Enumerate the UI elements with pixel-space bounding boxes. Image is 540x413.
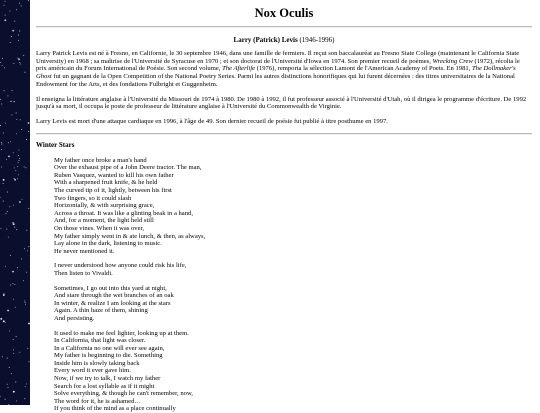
star: [19, 160, 20, 161]
star: [23, 280, 24, 281]
star: [9, 330, 10, 331]
star: [14, 227, 15, 228]
star: [13, 63, 14, 64]
star: [22, 199, 23, 200]
poem-line: Again. A thin haze of them, shining: [54, 307, 532, 315]
poem-line: Over the exhaust pipe of a John Deere tractor. The man,: [54, 164, 532, 172]
page-content: [36, 0, 532, 405]
star: [16, 113, 17, 114]
star: [17, 267, 18, 268]
star: [24, 72, 25, 73]
star: [28, 208, 29, 209]
star: [10, 42, 11, 43]
star: [21, 129, 22, 130]
star: [7, 358, 8, 359]
starry-sidebar-background: [0, 0, 30, 405]
bio-text: (1976), remporta la sélection Lamont de l'American Academy of Poets. En 1981,: [255, 65, 472, 72]
poem-line: In California, that light was closer.: [54, 337, 532, 345]
bio-paragraph-2: Il enseigna la littérature anglaise à l'Université du Missouri de 1974 à 1980. De 1980 à 1992, il fut professeur associé à l'Université d'Utah, où il dirigea le programme d'écriture. De 1992 jusqu'à sa mort, il occupa le poste de professeur de littérature anglaise à l'Université du Commonwealth de Virginie.: [36, 96, 532, 111]
star: [19, 352, 20, 353]
poem-line: If you think of the mind as a place continually: [54, 405, 532, 413]
star: [26, 167, 27, 168]
star: [1, 104, 2, 105]
star: [9, 206, 10, 207]
star: [16, 119, 17, 120]
star: [21, 5, 22, 6]
star: [18, 40, 19, 41]
star: [19, 3, 20, 4]
star: [2, 356, 3, 357]
star: [27, 250, 28, 251]
poem-line: Ruben Vasquez, wanted to kill his own father: [54, 172, 532, 180]
star: [8, 237, 9, 238]
poem-line: On those vines. When it was over,: [54, 225, 532, 233]
star: [13, 353, 14, 354]
star: [16, 229, 17, 230]
poem-line: My father once broke a man's hand: [54, 157, 532, 165]
poem-line: And, for a moment, the light held still: [54, 217, 532, 225]
star: [27, 348, 28, 349]
poem-body: [36, 157, 532, 413]
poem-line: In a California no one will ever see again,: [54, 345, 532, 353]
star: [3, 179, 5, 181]
star: [5, 1, 6, 2]
star: [14, 284, 15, 285]
star: [26, 139, 27, 140]
bio-text: fut un gagnant de la Open Competition of the National Poetry Series. Parmi les autres distinctions honorifiques qui lui furent décernées : des titres universitaires de la National Endowment for the Arts, et des fondations Fulbright et Guggenheim.: [36, 73, 515, 88]
stanza: [54, 330, 532, 413]
poem-line: The word for it, he is ashamed…: [54, 398, 532, 406]
star: [20, 119, 21, 120]
star: [12, 271, 14, 273]
star: [10, 141, 11, 142]
star: [17, 166, 18, 167]
star: [24, 398, 25, 399]
site-title: Nox Oculis: [36, 0, 532, 24]
poem-line: Every word it ever gave him.: [54, 367, 532, 375]
bio-paragraph-3: Larry Levis est mort d'une attaque cardiaque en 1996, à l'âge de 49. Son dernier recueil de poésie fut publié à titre posthume en 1997.: [36, 118, 532, 126]
star: [17, 178, 18, 179]
star: [0, 228, 1, 229]
star: [3, 201, 4, 202]
star: [10, 101, 11, 102]
poem-line: Then listen to Vivaldi.: [54, 270, 532, 278]
star: [13, 223, 15, 225]
star: [18, 58, 20, 60]
poem-line: My father is beginning to die. Something: [54, 352, 532, 360]
star: [24, 248, 25, 249]
poem-line: Search for a lost syllable as if it might: [54, 383, 532, 391]
star: [12, 30, 14, 32]
star: [0, 99, 1, 100]
star: [26, 383, 27, 384]
star: [14, 178, 15, 179]
poet-heading: [36, 36, 532, 44]
star: [15, 307, 16, 308]
star: [14, 21, 15, 22]
star: [18, 150, 19, 151]
star: [1, 142, 2, 143]
star: [1, 149, 2, 150]
star: [28, 246, 29, 247]
star: [28, 0, 29, 1]
star: [5, 15, 6, 16]
star: [16, 133, 17, 134]
star: [19, 31, 20, 32]
poem-line: Solve everything, & though he can't remember, now,: [54, 390, 532, 398]
star: [6, 213, 7, 214]
poem-line: With a sharpened fruit knife, & he held: [54, 179, 532, 187]
star: [0, 62, 1, 63]
star: [3, 183, 4, 184]
star: [15, 382, 16, 383]
stanza: [54, 262, 532, 277]
star: [6, 229, 7, 230]
star: [12, 283, 13, 284]
bio-text: (1972), récolta le prix américain du Forum International de Poésie. Son second volume,: [36, 58, 520, 73]
star: [4, 67, 5, 68]
star: [11, 114, 12, 115]
star: [2, 65, 3, 66]
star: [26, 230, 27, 231]
star: [28, 122, 30, 124]
star: [13, 101, 14, 102]
star: [9, 11, 10, 12]
star: [0, 318, 2, 320]
poem-line: He never mentioned it.: [54, 248, 532, 256]
star: [18, 35, 19, 36]
star: [29, 361, 30, 362]
star: [16, 9, 17, 10]
poem-line: Now, if we try to talk, I watch my father: [54, 375, 532, 383]
star: [19, 158, 20, 159]
star: [23, 55, 24, 56]
star: [6, 159, 7, 160]
star: [13, 152, 14, 153]
poem-line: Two fingers, so it could slash: [54, 195, 532, 203]
star: [25, 386, 26, 387]
star: [14, 167, 15, 168]
poem-line: Sometimes, I go out into this yard at night,: [54, 285, 532, 293]
poem-line: Inside him is slowly taking back: [54, 360, 532, 368]
star: [9, 367, 10, 368]
poem-line: Lay alone in the dark, listening to music.: [54, 240, 532, 248]
star: [20, 64, 21, 65]
star: [4, 19, 6, 21]
star: [21, 258, 22, 259]
star: [5, 399, 6, 400]
star: [11, 36, 12, 37]
star: [13, 391, 15, 393]
star: [25, 304, 26, 305]
stanza: [54, 157, 532, 256]
star: [7, 192, 8, 193]
star: [13, 299, 14, 300]
poem-line: Across a throat. It was like a glinting beak in a hand,: [54, 210, 532, 218]
star: [8, 387, 9, 388]
star: [18, 155, 19, 156]
book-title: The Afterlife: [222, 65, 255, 72]
star: [5, 266, 6, 267]
poem-line: My father simply went in & ate lunch, & then, as always,: [54, 233, 532, 241]
star: [24, 166, 25, 167]
star: [24, 301, 25, 302]
star: [1, 167, 2, 168]
book-title: The Dollmaker's Ghost: [36, 65, 516, 80]
star: [3, 294, 5, 296]
poem-line: And persisting.: [54, 315, 532, 323]
star: [5, 322, 6, 323]
star: [3, 320, 5, 322]
star: [3, 132, 4, 133]
stars-pattern: [0, 0, 30, 405]
star: [19, 62, 20, 63]
star: [1, 144, 2, 145]
bio-text: Larry Patrick Levis est né à Fresno, en Californie, le 30 septembre 1946, dans une famille de fermiers. Il reçut son baccalauréat au Fresno State College (maintenant le California State University) en 1968 ; sa maîtrise de l'Université de Syracuse en 1970 ; et son doctorat de l'Université d'Iowa en 1974. Son premier recueil de poèmes,: [36, 50, 519, 65]
title-divider: [36, 26, 532, 28]
star: [2, 58, 3, 59]
poem-line: It used to make me feel lighter, looking up at them.: [54, 330, 532, 338]
star: [18, 174, 19, 175]
bio-paragraph-1: [36, 50, 532, 89]
star: [4, 293, 5, 294]
star: [17, 58, 18, 59]
poet-dates: (1946-1996): [299, 36, 334, 44]
star: [7, 310, 9, 312]
star: [10, 285, 11, 286]
poem-line: The curved tip of it, lightly, between his first: [54, 187, 532, 195]
star: [7, 211, 8, 212]
star: [13, 222, 14, 223]
star: [12, 90, 13, 91]
star: [13, 339, 14, 340]
star: [13, 205, 14, 206]
star: [10, 255, 11, 256]
star: [8, 156, 10, 158]
star: [0, 396, 1, 397]
star: [0, 125, 1, 126]
star: [7, 95, 8, 96]
star: [11, 101, 12, 102]
star: [16, 400, 17, 401]
star: [15, 170, 16, 171]
poem-title: Winter Stars: [36, 141, 532, 149]
star: [16, 336, 17, 337]
star: [18, 162, 19, 163]
poem-line: Horizontally, & with surprising grace,: [54, 202, 532, 210]
star: [5, 123, 6, 124]
star: [14, 179, 16, 181]
poem-line: In winter, & realize I am looking at the stars: [54, 300, 532, 308]
star: [4, 90, 5, 91]
book-title: Wrecking Crew: [433, 58, 473, 65]
star: [7, 384, 8, 385]
poem-line: I never understood how anyone could risk his life,: [54, 262, 532, 270]
star: [11, 373, 12, 374]
poet-name: Larry (Patrick) Levis: [234, 36, 298, 44]
star: [28, 131, 29, 132]
poem-line: And stare through the wet branches of an oak: [54, 292, 532, 300]
stanza: [54, 285, 532, 323]
star: [4, 5, 5, 6]
star: [26, 272, 27, 273]
poem-divider: [36, 133, 532, 135]
star: [8, 142, 9, 143]
star: [28, 323, 30, 325]
star: [13, 349, 14, 350]
star: [25, 302, 26, 303]
star: [19, 201, 21, 203]
